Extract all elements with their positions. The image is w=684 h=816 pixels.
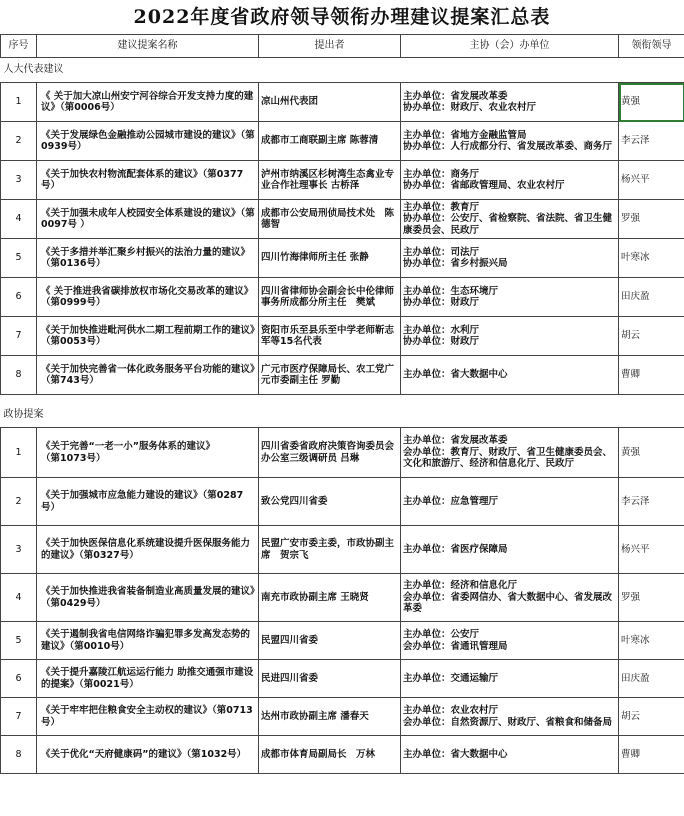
- cell-proposer: 致公党四川省委: [259, 478, 401, 526]
- cell-name: 《关于加快医保信息化系统建设提升医保服务能力的建议》（第0327号）: [37, 526, 259, 574]
- section-row: [1, 58, 684, 83]
- cell-name: 《关于加快推进毗河供水二期工程前期工作的建议》（第0053号）: [37, 317, 259, 356]
- section-gap: [1, 395, 684, 404]
- cell-name: 《关于加快推进我省装备制造业高质量发展的建议》（第0429号）: [37, 574, 259, 622]
- cell-proposer: 南充市政协副主席 王晓贤: [259, 574, 401, 622]
- table-row: [1, 428, 684, 478]
- unit-line: 协办单位：省邮政管理局、农业农村厅: [403, 180, 565, 191]
- unit-line: 主办单位：经济和信息化厅: [403, 580, 518, 592]
- table-row: [1, 660, 684, 698]
- table-row: [1, 356, 684, 395]
- cell-proposer: 民进四川省委: [259, 660, 401, 698]
- table-row: [1, 736, 684, 774]
- header-units: 主协（会）办单位: [401, 35, 619, 58]
- table-row: [1, 161, 684, 200]
- header-leader: 领衔领导: [619, 35, 684, 58]
- cell-units: [401, 200, 619, 239]
- cell-units: [401, 574, 619, 622]
- cell-leader-selected[interactable]: 黄强: [619, 83, 684, 122]
- unit-line: 主办单位：农业农村厅: [403, 705, 499, 716]
- cell-name: 《 关于加大凉山州安宁河谷综合开发支持力度的建议》（第0006号）: [37, 83, 259, 122]
- cell-proposer: 资阳市乐至县乐至中学老师靳志军等15名代表: [259, 317, 401, 356]
- table-row: [1, 622, 684, 660]
- unit-line: 协办单位：财政厅、农业农村厅: [403, 102, 537, 113]
- cell-units: [401, 526, 619, 574]
- cell-seq: 2: [1, 478, 37, 526]
- unit-line: 主办单位：公安厅: [403, 629, 480, 640]
- cell-proposer: 四川竹海律师所主任 张静: [259, 239, 401, 278]
- cell-leader: 田庆盈: [619, 278, 684, 317]
- cell-name: 《关于优化“天府健康码”的建议》（第1032号）: [37, 736, 259, 774]
- cell-seq: 4: [1, 574, 37, 622]
- cell-units: [401, 161, 619, 200]
- cell-name: 《 关于推进我省碳排放权市场化交易改革的建议》（第0999号）: [37, 278, 259, 317]
- cell-seq: 1: [1, 83, 37, 122]
- cell-units: [401, 660, 619, 698]
- cell-proposer: 成都市工商联副主席 陈蓉清: [259, 122, 401, 161]
- unit-line: 主办单位：生态环境厅: [403, 285, 499, 297]
- unit-line: 协办单位：人行成都分行、省发展改革委、商务厅: [403, 141, 613, 152]
- table-row: [1, 239, 684, 278]
- cell-name: 《关于加快完善省一体化政务服务平台功能的建议》（第743号）: [37, 356, 259, 395]
- unit-line: 会办单位：省通讯管理局: [403, 640, 508, 652]
- section-label: 人大代表建议: [3, 64, 64, 76]
- cell-name: 《关于加快农村物流配套体系的建议》（第0377号）: [37, 161, 259, 200]
- header-seq: 序号: [1, 35, 37, 58]
- unit-line: 主办单位：省医疗保障局: [403, 543, 508, 555]
- table-row: [1, 526, 684, 574]
- cell-leader: 叶寒冰: [619, 239, 684, 278]
- cell-units: [401, 239, 619, 278]
- cell-seq: 5: [1, 622, 37, 660]
- cell-proposer: 成都市体育局副局长 万林: [259, 736, 401, 774]
- cell-units: [401, 278, 619, 317]
- cell-name: 《关于提升嘉陵江航运运行能力 助推交通强市建设的提案》（第0021号）: [37, 660, 259, 698]
- cell-name: 《关于加强未成年人校园安全体系建设的建议》（第0097号 ）: [37, 200, 259, 239]
- table-row: [1, 200, 684, 239]
- table-row: [1, 83, 684, 122]
- cell-name: 《关于发展绿色金融推动公园城市建设的建议》（第0939号）: [37, 122, 259, 161]
- unit-line: 会办单位：教育厅、财政厅、省卫生健康委员会、文化和旅游厅、经济和信息化厅、民政厅: [403, 446, 613, 470]
- cell-leader: 胡云: [619, 317, 684, 356]
- cell-units: [401, 317, 619, 356]
- unit-line: 协办单位：财政厅: [403, 297, 480, 308]
- summary-table: [0, 34, 684, 774]
- cell-units: [401, 736, 619, 774]
- cell-seq: 8: [1, 356, 37, 395]
- unit-line: 主办单位：应急管理厅: [403, 495, 499, 507]
- cell-units: [401, 122, 619, 161]
- unit-line: 协办单位：财政厅: [403, 336, 480, 347]
- cell-seq: 3: [1, 526, 37, 574]
- cell-seq: 1: [1, 428, 37, 478]
- cell-proposer: 凉山州代表团: [259, 83, 401, 122]
- cell-proposer: 四川省委省政府决策咨询委员会办公室三级调研员 吕琳: [259, 428, 401, 478]
- table-row: [1, 574, 684, 622]
- cell-proposer: 四川省律师协会副会长中伦律师事务所成都分所主任 樊斌: [259, 278, 401, 317]
- cell-leader: 罗强: [619, 574, 684, 622]
- header-proposer: 提出者: [259, 35, 401, 58]
- cell-leader: 曹卿: [619, 736, 684, 774]
- cell-name: 《关于遏制我省电信网络诈骗犯罪多发高发态势的建议》（第0010号）: [37, 622, 259, 660]
- unit-line: 会办单位：省委网信办、省大数据中心、省发展改革委: [403, 591, 613, 615]
- table-header-row: [1, 35, 684, 58]
- cell-seq: 7: [1, 698, 37, 736]
- unit-line: 会办单位：自然资源厅、财政厅、省粮食和储备局: [403, 716, 613, 728]
- unit-line: 主办单位：省地方金融监管局: [403, 129, 527, 141]
- unit-line: 主办单位：省大数据中心: [403, 748, 508, 760]
- cell-seq: 7: [1, 317, 37, 356]
- page-title: 2022年度省政府领导领衔办理建议提案汇总表: [133, 6, 551, 28]
- cell-leader: 杨兴平: [619, 526, 684, 574]
- cell-name: 《关于牢牢把住粮食安全主动权的建议》（第0713号）: [37, 698, 259, 736]
- cell-name: 《关于完善“一老一小”服务体系的建议》 （第1073号）: [37, 428, 259, 478]
- cell-seq: 6: [1, 278, 37, 317]
- cell-leader: 李云泽: [619, 478, 684, 526]
- unit-line: 主办单位：省发展改革委: [403, 90, 508, 102]
- cell-leader: 叶寒冰: [619, 622, 684, 660]
- cell-seq: 8: [1, 736, 37, 774]
- unit-line: 协办单位：公安厅、省检察院、省法院、省卫生健康委员会、民政厅: [403, 213, 613, 236]
- table-row: [1, 278, 684, 317]
- unit-line: 主办单位：司法厅: [403, 246, 480, 258]
- unit-line: 主办单位：省大数据中心: [403, 369, 508, 381]
- cell-proposer: 广元市医疗保障局长、农工党广元市委副主任 罗勤: [259, 356, 401, 395]
- cell-proposer: 成都市公安局刑侦局技术处 陈德智: [259, 200, 401, 239]
- cell-leader: 田庆盈: [619, 660, 684, 698]
- table-row: [1, 122, 684, 161]
- cell-units: [401, 428, 619, 478]
- unit-line: 主办单位：商务厅: [403, 168, 480, 180]
- table-row: [1, 478, 684, 526]
- cell-leader: 杨兴平: [619, 161, 684, 200]
- cell-leader: 曹卿: [619, 356, 684, 395]
- cell-units: [401, 698, 619, 736]
- cell-leader: 黄强: [619, 428, 684, 478]
- unit-line: 主办单位：教育厅: [403, 201, 480, 213]
- cell-proposer: 民盟广安市委主委，市政协副主席 贺宗飞: [259, 526, 401, 574]
- section-row: [1, 403, 684, 428]
- cell-leader: 罗强: [619, 200, 684, 239]
- cell-seq: 3: [1, 161, 37, 200]
- cell-leader: 胡云: [619, 698, 684, 736]
- cell-units: [401, 83, 619, 122]
- unit-line: 主办单位：水利厅: [403, 324, 480, 336]
- gap-cell: [1, 395, 684, 404]
- cell-name: 《关于多措并举汇聚乡村振兴的法治力量的建议》（第0136号）: [37, 239, 259, 278]
- unit-line: 主办单位：交通运输厅: [403, 672, 499, 684]
- cell-seq: 5: [1, 239, 37, 278]
- cell-proposer: 民盟四川省委: [259, 622, 401, 660]
- cell-seq: 6: [1, 660, 37, 698]
- cell-leader: 李云泽: [619, 122, 684, 161]
- cell-units: [401, 478, 619, 526]
- cell-proposer: 泸州市纳溪区杉树湾生态禽业专业合作社理事长 古桥泽: [259, 161, 401, 200]
- cell-name: 《关于加强城市应急能力建设的建议》（第0287号）: [37, 478, 259, 526]
- cell-seq: 2: [1, 122, 37, 161]
- table-row: [1, 317, 684, 356]
- cell-units: [401, 622, 619, 660]
- header-name: 建议提案名称: [37, 35, 259, 58]
- cell-seq: 4: [1, 200, 37, 239]
- unit-line: 主办单位：省发展改革委: [403, 435, 508, 447]
- section-label: 政协提案: [3, 409, 44, 421]
- unit-line: 协办单位：省乡村振兴局: [403, 258, 508, 269]
- cell-proposer: 达州市政协副主席 潘春天: [259, 698, 401, 736]
- cell-units: [401, 356, 619, 395]
- table-row: [1, 698, 684, 736]
